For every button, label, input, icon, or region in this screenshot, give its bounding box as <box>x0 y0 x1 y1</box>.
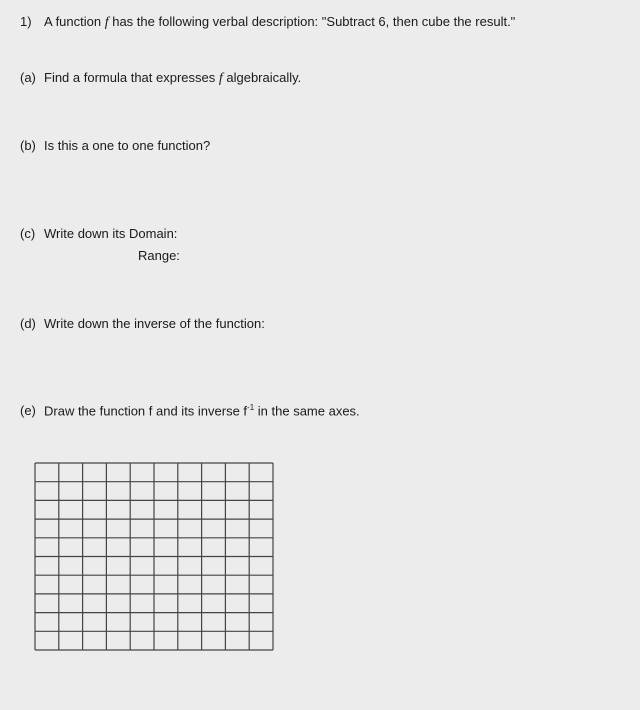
text: algebraically. <box>222 70 302 85</box>
part-label: (c) <box>20 226 36 241</box>
graph-grid[interactable] <box>34 462 274 652</box>
question-text <box>44 14 515 31</box>
part-label: (a) <box>20 70 36 85</box>
part-text: Write down the inverse of the function: <box>44 316 265 331</box>
text: Draw the function f and its inverse f <box>44 403 248 419</box>
part-text: Write down its Domain: <box>44 226 178 241</box>
part-text <box>44 70 301 87</box>
func-symbol: f <box>218 71 223 86</box>
question-number: 1) <box>20 14 32 29</box>
text: has the following verbal description: "Subtract 6, then cube the result." <box>108 14 516 29</box>
part-label: (b) <box>20 138 36 153</box>
part-text: Is this a one to one function? <box>44 138 211 153</box>
range-label: Range: <box>138 248 180 263</box>
part-label: (d) <box>20 316 36 331</box>
part-text <box>44 403 360 418</box>
func-symbol: f <box>104 15 109 30</box>
part-label: (e) <box>20 403 36 418</box>
text: Find a formula that expresses <box>44 70 219 85</box>
text: A function <box>44 14 105 29</box>
superscript: -1 <box>247 403 255 412</box>
text: in the same axes. <box>254 403 360 419</box>
